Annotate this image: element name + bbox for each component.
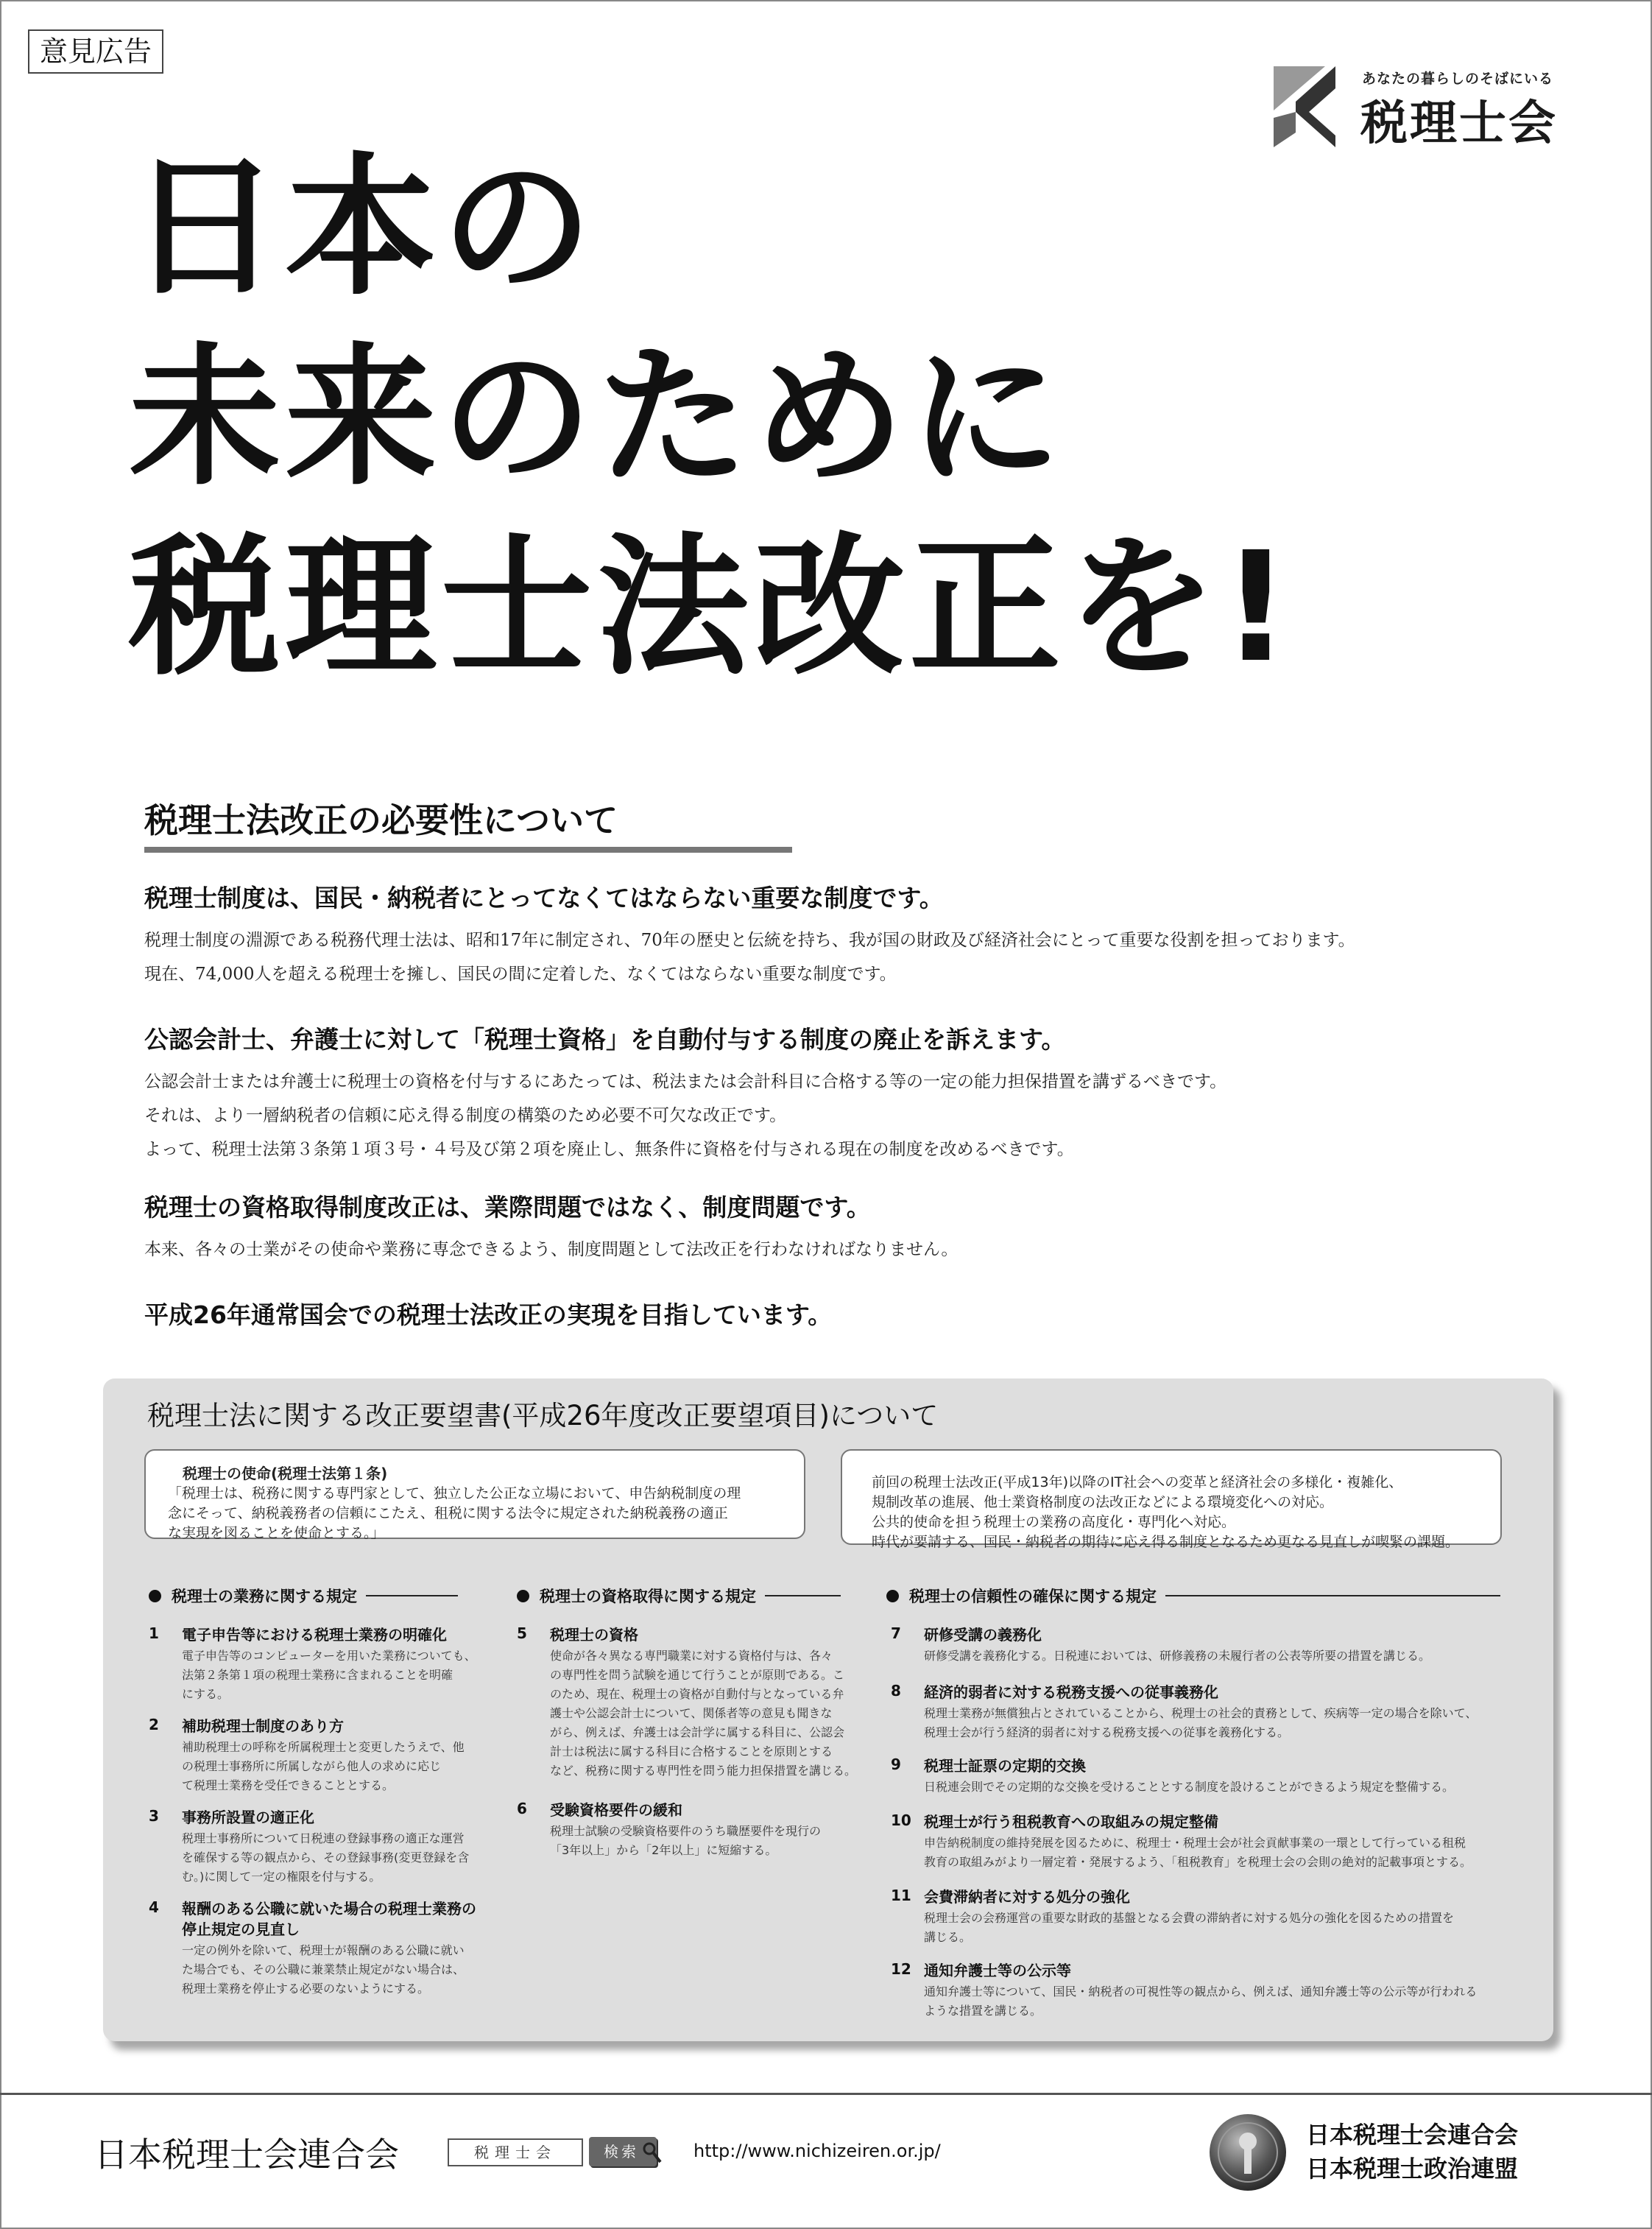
background-line: 前回の税理士法改正(平成13年)以降のIT社会への変革と経済社会の多様化・複雑化、 xyxy=(872,1474,1403,1490)
item-desc-line: 補助税理士の呼称を所属税理士と変更したうえで、他 xyxy=(182,1740,465,1754)
block-heading: 公認会計士、弁護士に対して「税理士資格」を自動付与する制度の廃止を訴えます。 xyxy=(144,1025,1066,1054)
item-desc-line: を確保する等の観点から、その登録事務(変更登録を含 xyxy=(182,1851,470,1864)
item-desc-line: 申告納税制度の維持発展を図るために、税理士・税理士会が社会貢献事業の一環として行っている租税 xyxy=(924,1836,1466,1850)
headline xyxy=(129,133,1295,702)
item-number: 5 xyxy=(517,1624,527,1642)
item-desc-line: の税理士事務所に所属しながら他人の求めに応じ xyxy=(182,1759,442,1773)
section-block-2 xyxy=(144,1024,1543,1166)
block-line: 税理士制度の淵源である税務代理士法は、昭和17年に制定され、70年の歴史と伝統を持ち、我が国の財政及び経済社会にとって重要な役割を担っております。 xyxy=(144,931,1355,950)
item-desc-line: て税理士業務を受任できることとする。 xyxy=(182,1778,395,1792)
footer-orgs xyxy=(1306,2118,1518,2186)
item-number: 11 xyxy=(891,1887,911,1904)
item-desc-line: ような措置を講じる。 xyxy=(924,2004,1042,2018)
block-heading: 税理士制度は、国民・納税者にとってなくてはならない重要な制度です。 xyxy=(144,884,944,912)
item-title: 研修受講の義務化 xyxy=(924,1626,1042,1644)
item-desc-line: 税理士会が行う経済的弱者に対する税務支援への従事を義務化する。 xyxy=(924,1725,1290,1739)
item-title: 電子申告等における税理士業務の明確化 xyxy=(182,1626,447,1644)
item-desc-line: 護士や公認会計士について、関係者等の意見も聞きな xyxy=(550,1706,833,1720)
search-button-label: 検索 xyxy=(604,2143,639,2161)
mission-box xyxy=(144,1449,805,1539)
logo-tagline: あなたの暮らしのそばにいる xyxy=(1362,71,1554,87)
item-desc-line: た場合でも、その公職に兼業禁止規定がない場合は、 xyxy=(182,1962,465,1976)
item-number: 10 xyxy=(891,1811,911,1829)
column-heading-text: 税理士の信頼性の確保に関する規定 xyxy=(909,1588,1157,1605)
search-input[interactable]: 税理士会 xyxy=(448,2138,583,2166)
section-block-3 xyxy=(144,1191,1543,1267)
item-number: 2 xyxy=(149,1716,159,1733)
item-number: 4 xyxy=(149,1898,159,1916)
org-federation: 日本税理士会連合会 xyxy=(1306,2121,1519,2149)
item-title: 経済的弱者に対する税務支援への従事義務化 xyxy=(924,1683,1218,1701)
federation-seal-icon xyxy=(1207,2112,1288,2193)
item-number: 6 xyxy=(517,1800,527,1817)
column-heading-text: 税理士の業務に関する規定 xyxy=(172,1588,357,1605)
item-number: 3 xyxy=(149,1807,159,1825)
background-line: 公共的使命を担う税理士の業務の高度化・専門化へ対応。 xyxy=(872,1514,1236,1530)
mission-line: な実現を図ることを使命とする。」 xyxy=(168,1525,385,1541)
item-desc-line: 税理士試験の受験資格要件のうち職歴要件を現行の xyxy=(550,1824,822,1838)
headline-line-2: 未来のために xyxy=(129,329,1066,506)
section-block-4 xyxy=(144,1299,1543,1331)
logo-name: 税理士会 xyxy=(1360,96,1558,151)
section-title: 税理士法改正の必要性について xyxy=(144,800,618,840)
search-button[interactable] xyxy=(589,2137,657,2166)
item-desc-line: 税理士事務所について日税連の登録事務の適正な運営 xyxy=(182,1831,465,1845)
item-title: 通知弁護士等の公示等 xyxy=(924,1962,1071,1979)
item-desc-line: 通知弁護士等について、国民・納税者の可視性等の観点から、例えば、通知弁護士等の公示等が行われる xyxy=(924,1985,1478,1999)
mission-line: 念にそって、納税義務者の信頼にこたえ、租税に関する法令に規定された納税義務の適正 xyxy=(168,1505,728,1521)
item-desc-line: 法第２条第１項の税理士業務に含まれることを明確 xyxy=(182,1668,453,1682)
item-desc-line: の専門性を問う試験を通じて行うことが原則である。こ xyxy=(550,1668,845,1682)
zeirishikai-logo xyxy=(1274,66,1583,155)
headline-line-3: 税理士法改正を! xyxy=(129,519,1295,696)
mission-line: 「税理士は、税務に関する専門家として、独立した公正な立場において、申告納税制度の理 xyxy=(168,1485,741,1501)
item-desc-line: 税理士会の会務運営の重要な財政的基盤となる会費の滞納者に対する処分の強化を図るための措置を xyxy=(924,1911,1455,1925)
background-line: 時代が要請する、国民・納税者の期待に応え得る制度となるため更なる見直しが喫緊の課題。 xyxy=(872,1534,1460,1550)
column-qualification xyxy=(517,1585,841,1607)
item-desc-line: 講じる。 xyxy=(924,1930,972,1944)
item-number: 7 xyxy=(891,1624,901,1642)
opinion-ad-tag: 意見広告 xyxy=(28,29,163,74)
bullet-icon xyxy=(886,1590,899,1602)
item-desc-line: 計士は税法に属する科目に合格することを原則とする xyxy=(550,1744,833,1758)
column-heading xyxy=(149,1585,458,1607)
column-trust xyxy=(886,1585,1500,1607)
heading-rule xyxy=(765,1595,841,1596)
search-icon xyxy=(642,2141,663,2165)
item-title: 補助税理士制度のあり方 xyxy=(182,1717,344,1735)
item-number: 9 xyxy=(891,1756,901,1773)
footer-org-name: 日本税理士会連合会 xyxy=(94,2135,399,2175)
block-line: 本来、各々の士業がその使命や業務に専念できるよう、制度問題として法改正を行わなければなりません。 xyxy=(144,1240,959,1259)
item-desc-line: む。)に関して一定の権限を付与する。 xyxy=(182,1870,381,1884)
section-underline xyxy=(144,847,792,853)
block-line: よって、税理士法第３条第１項３号・４号及び第２項を廃止し、無条件に資格を付与される現在の制度を改めるべきです。 xyxy=(144,1140,1074,1159)
item-number: 12 xyxy=(891,1960,911,1978)
item-desc-line: 教育の取組みがより一層定着・発展するよう、「租税教育」を税理士会の会則の絶対的記載事項とする。 xyxy=(924,1855,1472,1869)
item-desc-line: 税理士業務が無償独占とされていることから、税理士の社会的責務として、疾病等一定の場合を除いて、 xyxy=(924,1706,1478,1720)
item-title: 税理士が行う租税教育への取組みの規定整備 xyxy=(924,1813,1218,1831)
item-number: 1 xyxy=(149,1624,159,1642)
item-desc-line: 一定の例外を除いて、税理士が報酬のある公職に就い xyxy=(182,1943,465,1957)
bullet-icon xyxy=(517,1590,529,1602)
background-box xyxy=(841,1449,1502,1550)
column-heading xyxy=(517,1585,841,1607)
item-title: 報酬のある公職に就いた場合の税理士業務の xyxy=(182,1900,476,1918)
item-title: 税理士の資格 xyxy=(550,1626,638,1644)
item-desc-line: 研修受講を義務化する。日税連においては、研修義務の未履行者の公表等所要の措置を講じる。 xyxy=(924,1649,1431,1663)
item-title: 税理士証票の定期的交換 xyxy=(924,1757,1086,1775)
item-desc-line: など、税務に関する専門性を問う能力担保措置を講じる。 xyxy=(550,1764,857,1778)
column-business xyxy=(149,1585,458,1607)
item-title: 受験資格要件の緩和 xyxy=(550,1801,682,1819)
block-line: 公認会計士または弁護士に税理士の資格を付与するにあたっては、税法または会計科目に合格する等の一定の能力担保措置を講ずるべきです。 xyxy=(144,1072,1227,1091)
item-title: 会費滞納者に対する処分の強化 xyxy=(924,1888,1130,1906)
item-desc-line: 「3年以上」から「2年以上」に短縮する。 xyxy=(550,1843,777,1857)
background-line: 規制改革の進展、他士業資格制度の法改正などによる環境変化への対応。 xyxy=(872,1494,1334,1510)
mission-title: 税理士の使命(税理士法第１条) xyxy=(183,1465,388,1482)
item-desc-line: のため、現在、税理士の資格が自動付与となっている弁 xyxy=(550,1687,844,1701)
item-desc-line: 税理士業務を停止する必要のないようにする。 xyxy=(182,1982,430,1996)
item-title: 事務所設置の適正化 xyxy=(182,1809,314,1826)
footer-divider xyxy=(0,2093,1652,2095)
item-desc-line: がら、例えば、弁護士は会計学に属する科目に、公認会 xyxy=(550,1725,845,1739)
org-political-league: 日本税理士政治連盟 xyxy=(1306,2155,1519,2183)
column-heading-text: 税理士の資格取得に関する規定 xyxy=(540,1588,756,1605)
section-block-1 xyxy=(144,882,1543,991)
website-url[interactable]: http://www.nichizeiren.or.jp/ xyxy=(693,2141,941,2161)
item-desc-line: 日税連会則でその定期的な交換を受けることとする制度を設けることができるよう規定を整備する。 xyxy=(924,1780,1455,1794)
headline-line-1: 日本の xyxy=(129,139,598,316)
item-desc-line: にする。 xyxy=(182,1687,230,1701)
bullet-icon xyxy=(149,1590,161,1602)
heading-rule xyxy=(1165,1595,1500,1596)
heading-rule xyxy=(366,1595,458,1596)
panel-title: 税理士法に関する改正要望書(平成26年度改正要望項目)について xyxy=(147,1400,939,1432)
block-line: それは、より一層納税者の信頼に応え得る制度の構築のため必要不可欠な改正です。 xyxy=(144,1106,787,1125)
block-line: 現在、74,000人を超える税理士を擁し、国民の間に定着した、なくてはならない重要な制度です。 xyxy=(144,965,897,984)
item-desc-line: 電子申告等のコンピューターを用いた業務についても、 xyxy=(182,1649,476,1663)
block-heading: 税理士の資格取得制度改正は、業際問題ではなく、制度問題です。 xyxy=(144,1193,871,1222)
item-title: 停止規定の見直し xyxy=(182,1920,300,1938)
column-heading xyxy=(886,1585,1500,1607)
item-desc-line: 使命が各々異なる専門職業に対する資格付与は、各々 xyxy=(550,1649,833,1663)
block-heading: 平成26年通常国会での税理士法改正の実現を目指しています。 xyxy=(144,1300,833,1329)
item-number: 8 xyxy=(891,1682,901,1700)
